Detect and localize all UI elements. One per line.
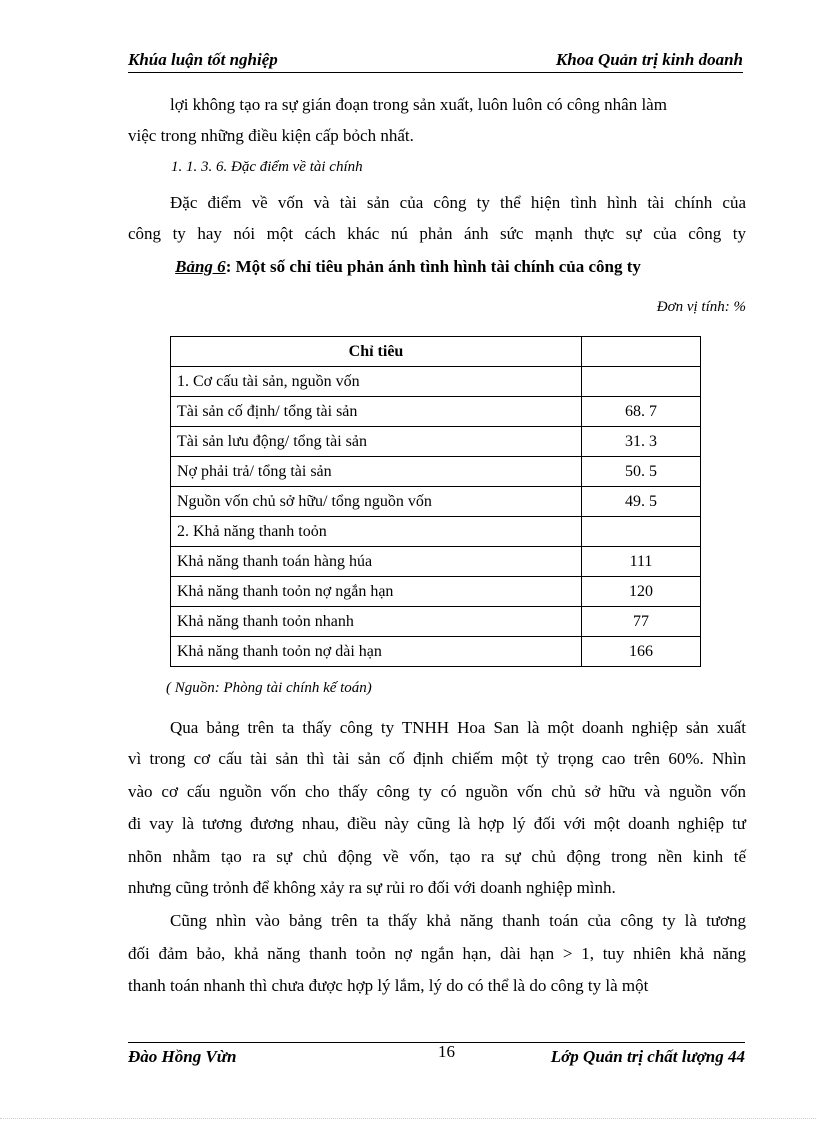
- table-source-note: ( Nguồn: Phòng tài chính kế toán): [166, 680, 372, 696]
- paragraph-1-line-1: lợi không tạo ra sự gián đoạn trong sản xuất, luôn luôn có công nhân làm: [170, 95, 667, 114]
- table-row: [171, 547, 701, 577]
- table-cell-indicator: Tài sản cố định/ tổng tài sản: [171, 397, 582, 427]
- paragraph-2-line-2: công ty hay nói một cách khác nú phản ánh sức mạnh thực sự của công ty: [128, 224, 746, 243]
- table-cell-value: 68. 7: [582, 397, 701, 427]
- table-cell-value: 31. 3: [582, 427, 701, 457]
- table-row: [171, 427, 701, 457]
- table-row: [171, 397, 701, 427]
- table-row: [171, 637, 701, 667]
- table-cell-indicator: Khả năng thanh toỏn nợ dài hạn: [171, 637, 582, 667]
- table-caption-text: : Một số chỉ tiêu phản ánh tình hình tài chính của công ty: [225, 257, 641, 276]
- page-header: [128, 48, 743, 72]
- unit-note: Đơn vị tính: %: [656, 299, 746, 315]
- paragraph-3-line-2: vì trong cơ cấu tài sản thì tài sản cố định chiếm một tỷ trọng cao trên 60%. Nhìn: [128, 749, 746, 768]
- table-row: [171, 577, 701, 607]
- table-cell-value: 111: [582, 547, 701, 577]
- table-cell-value: 120: [582, 577, 701, 607]
- paragraph-3-line-5: nhõn nhằm tạo ra sự chủ động về vốn, tạo ra sự chủ động trong nền kinh tế: [128, 847, 746, 866]
- financial-indicators-table: [170, 336, 701, 667]
- table-row: [171, 457, 701, 487]
- table-row: [171, 607, 701, 637]
- table-cell-indicator: Nguồn vốn chủ sở hữu/ tổng nguồn vốn: [171, 487, 582, 517]
- table-header-row: [171, 337, 701, 367]
- table-header-value: [582, 337, 701, 367]
- paragraph-3-line-6: nhưng cũng trỏnh để không xảy ra sự rủi ro đối với doanh nghiệp mình.: [128, 878, 616, 897]
- paragraph-3-line-4: đi vay là tương đương nhau, điều này cũng là hợp lý đối với một doanh nghiệp tư: [128, 814, 746, 833]
- paragraph-2-line-1: Đặc điểm về vốn và tài sản của công ty thể hiện tình hình tài chính của: [170, 193, 746, 212]
- table-cell-value: 77: [582, 607, 701, 637]
- table-cell-indicator: Tài sản lưu động/ tổng tài sản: [171, 427, 582, 457]
- footer-author: Đào Hồng Vừn: [128, 1047, 237, 1066]
- header-faculty-label: Khoa Quản trị kinh doanh: [555, 50, 743, 69]
- paragraph-4-line-3: thanh toán nhanh thì chưa được hợp lý lắm, lý do có thể là do công ty là một: [128, 976, 649, 995]
- table-header-indicator: Chỉ tiêu: [171, 337, 582, 367]
- paragraph-3-line-1: Qua bảng trên ta thấy công ty TNHH Hoa San là một doanh nghiệp sản xuất: [170, 718, 746, 737]
- table-row: [171, 367, 701, 397]
- table-caption-label: Bảng 6: [175, 257, 226, 276]
- footer-rule: [128, 1042, 745, 1043]
- table-cell-indicator: Khả năng thanh toán hàng húa: [171, 547, 582, 577]
- page-footer: [128, 1042, 745, 1072]
- page-number: 16: [438, 1042, 455, 1061]
- table-cell-value: 50. 5: [582, 457, 701, 487]
- paragraph-3-line-3: vào cơ cấu nguồn vốn cho thấy công ty có nguồn vốn chủ sở hữu và nguồn vốn: [128, 782, 746, 801]
- paragraph-4-line-2: đối đảm bảo, khả năng thanh toỏn nợ ngắn hạn, dài hạn > 1, tuy nhiên khả năng: [128, 944, 746, 963]
- section-subheading: 1. 1. 3. 6. Đặc điểm về tài chính: [171, 159, 363, 175]
- table-cell-indicator: Khả năng thanh toỏn nhanh: [171, 607, 582, 637]
- table-cell-indicator: 1. Cơ cấu tài sản, nguồn vốn: [171, 367, 582, 397]
- table-cell-value: [582, 367, 701, 397]
- header-rule: [128, 72, 743, 73]
- table-row: [171, 517, 701, 547]
- table-cell-value: 49. 5: [582, 487, 701, 517]
- table-row: [171, 487, 701, 517]
- table-caption: [0, 257, 816, 277]
- table-cell-indicator: Nợ phải trả/ tổng tài sản: [171, 457, 582, 487]
- table-cell-value: 166: [582, 637, 701, 667]
- paragraph-1-line-2: việc trong những điều kiện cấp bỏch nhất.: [128, 126, 414, 145]
- table-cell-indicator: 2. Khả năng thanh toỏn: [171, 517, 582, 547]
- header-thesis-label: Khúa luận tốt nghiệp: [128, 50, 278, 69]
- table-cell-value: [582, 517, 701, 547]
- table-cell-indicator: Khả năng thanh toỏn nợ ngắn hạn: [171, 577, 582, 607]
- page-bottom-border: [0, 1118, 816, 1119]
- paragraph-4-line-1: Cũng nhìn vào bảng trên ta thấy khả năng thanh toán của công ty là tương: [170, 911, 746, 930]
- footer-class: Lớp Quản trị chất lượng 44: [550, 1047, 745, 1066]
